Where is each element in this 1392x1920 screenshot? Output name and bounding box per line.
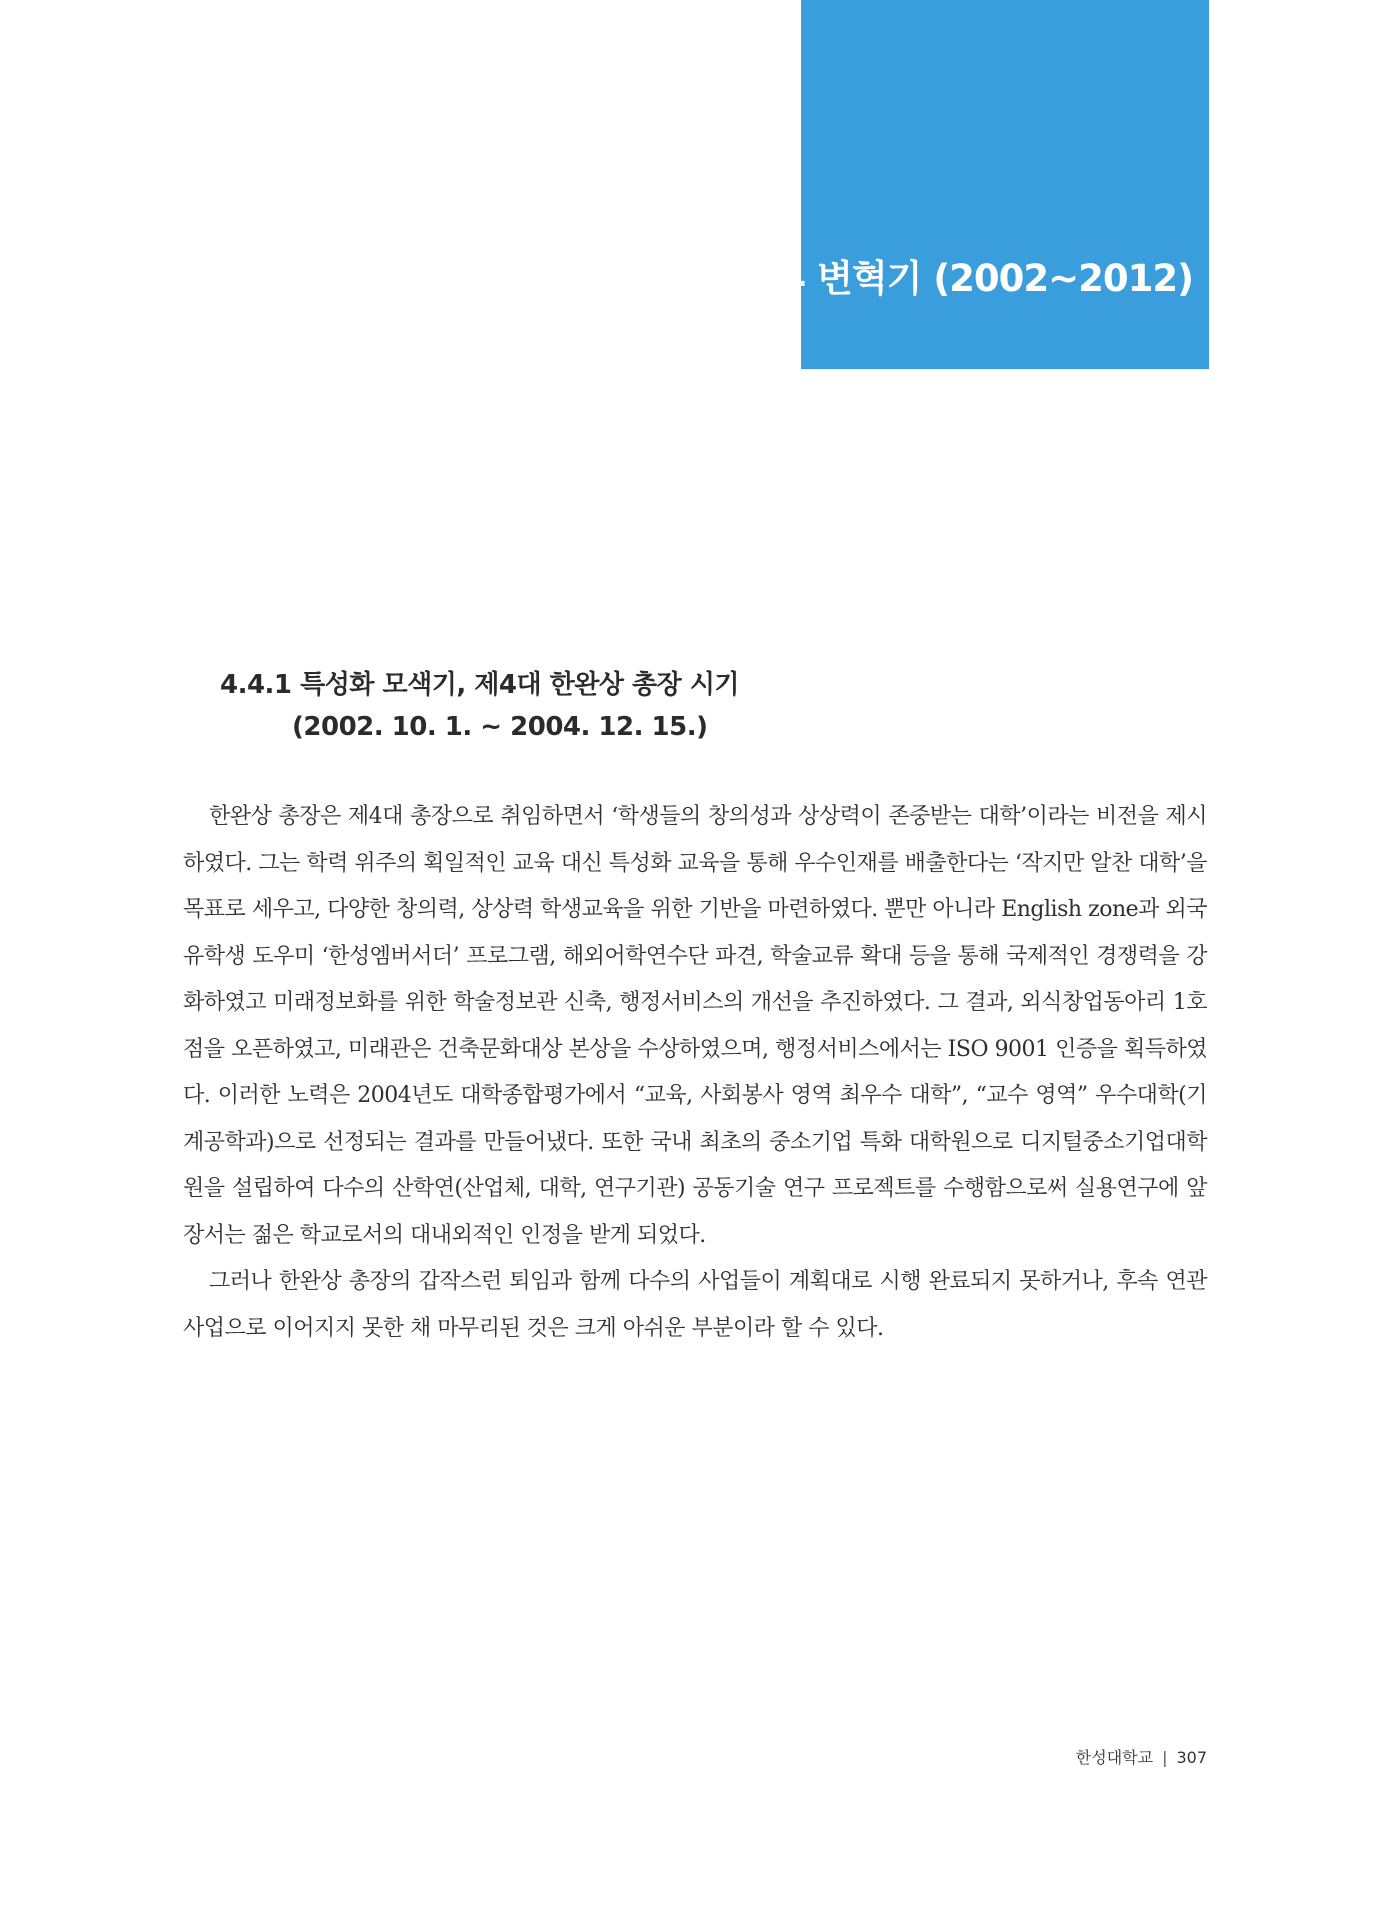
section-heading-period: (2002. 10. 1. ~ 2004. 12. 15.) [292, 712, 708, 742]
chapter-title: 4.4 변혁기 (2002~2012) [742, 257, 1193, 300]
footer-publisher: 한성대학교 [1075, 1748, 1154, 1767]
chapter-title-box [742, 0, 1209, 369]
paragraph: 그러나 한완상 총장의 갑작스런 퇴임과 함께 다수의 사업들이 계획대로 시행 완료되지 못하거나, 후속 연관 사업으로 이어지지 못한 채 마무리된 것은 크게 아쉬운 부분이라 할 수 있다. [183, 1269, 1207, 1341]
page-number: 307 [1176, 1748, 1207, 1767]
page-footer [1076, 1745, 1207, 1768]
section-heading [220, 664, 739, 748]
section-heading-title: 4.4.1 특성화 모색기, 제4대 한완상 총장 시기 [220, 670, 740, 700]
paragraph: 한완상 총장은 제4대 총장으로 취임하면서 ‘학생들의 창의성과 상상력이 존중받는 대학’이라는 비전을 제시하였다. 그는 학력 위주의 획일적인 교육 대신 특성화 교육을 통해 우수인재를 배출한다는 ‘작지만 알찬 대학’을 목표로 세우고, 다양한 창의력, 상상력 학생교육을 위한 기반을 마련하였다. 뿐만 아니라 English zone과 외국유학생 도우미 ‘한성엠버서더’ 프로그램, 해외어학연수단 파견, 학술교류 확대 등을 통해 국제적인 경쟁력을 강화하였고 미래정보화를 위한 학술정보관 신축, 행정서비스의 개선을 추진하였다. 그 결과, 외식창업동아리 1호점을 오픈하였고, 미래관은 건축문화대상 본상을 수상하였으며, 행정서비스에서는 ISO 9001 인증을 획득하였다. 이러한 노력은 2004년도 대학종합평가에서 “교육, 사회봉사 영역 최우수 대학”, “교수 영역” 우수대학(기계공학과)으로 선정되는 결과를 만들어냈다. 또한 국내 최초의 중소기업 특화 대학원으로 디지털중소기업대학원을 설립하여 다수의 산학연(산업체, 대학, 연구기관) 공동기술 연구 프로젝트를 수행함으로써 실용연구에 앞장서는 젊은 학교로서의 대내외적인 인정을 받게 되었다. [183, 804, 1207, 1248]
footer-separator: | [1162, 1748, 1168, 1767]
body-text [183, 794, 1207, 1352]
